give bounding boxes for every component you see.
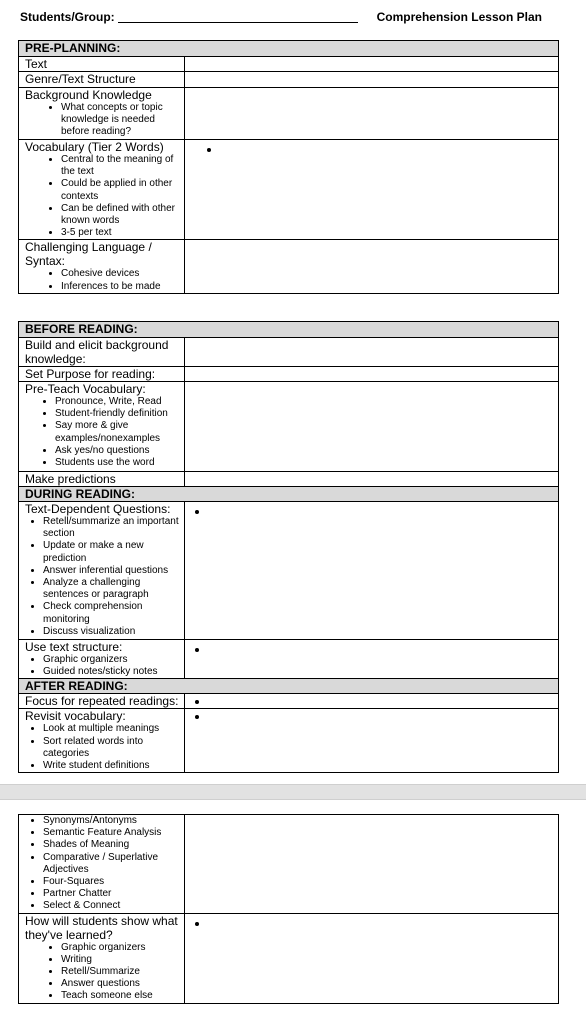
table-row xyxy=(19,338,559,367)
row-label-text-structure: Use text structure: xyxy=(25,640,123,654)
list-item: • Analyze a challenging sentences or paragraph xyxy=(43,577,184,601)
text-entry-cell[interactable] xyxy=(185,57,559,72)
table-row xyxy=(19,57,559,72)
list-item: • Answer inferential questions xyxy=(43,565,184,577)
reading-table xyxy=(18,321,559,773)
list-item: • Comparative / Superlative Adjectives xyxy=(43,852,184,876)
make-predictions-entry-cell[interactable] xyxy=(185,472,559,487)
row-label-preteach-vocabulary: Pre-Teach Vocabulary: xyxy=(25,382,146,396)
list-item: • Graphic organizers xyxy=(43,654,184,666)
revisit-vocabulary-cell xyxy=(19,709,185,773)
students-group-label: Students/Group: xyxy=(20,10,115,24)
vocabulary-entry-cell[interactable] xyxy=(185,140,559,240)
genre-entry-cell[interactable] xyxy=(185,72,559,88)
list-item: • Discuss visualization xyxy=(43,626,184,638)
row-label-show-learned: How will students show what they've learned? xyxy=(25,913,178,942)
row-label-genre: Genre/Text Structure xyxy=(19,72,185,88)
table-row xyxy=(19,694,559,709)
row-label-text: Text xyxy=(19,57,185,72)
list-item: • Look at multiple meanings xyxy=(43,723,184,735)
list-item: • What concepts or topic knowledge is needed before reading? xyxy=(61,102,184,139)
list-item: • Student-friendly definition xyxy=(55,408,184,420)
list-item: • Could be applied in other contexts xyxy=(61,178,184,202)
row-label-make-predictions: Make predictions xyxy=(19,472,185,487)
set-purpose-entry-cell[interactable] xyxy=(185,367,559,382)
page-break xyxy=(0,784,586,800)
list-item: • Write student definitions xyxy=(43,760,184,772)
table-row xyxy=(19,367,559,382)
students-group-blank[interactable] xyxy=(118,22,358,23)
list-item: • Retell/Summarize xyxy=(61,966,184,978)
table-row xyxy=(19,640,559,679)
list-item: • Cohesive devices xyxy=(61,268,184,280)
vocabulary-strategies-cell xyxy=(19,815,185,914)
repeated-readings-entry-cell[interactable] xyxy=(185,694,559,709)
after-reading-heading: AFTER READING: xyxy=(19,679,559,694)
vocabulary-strategies-entry-cell[interactable] xyxy=(185,815,559,914)
list-item: • Semantic Feature Analysis xyxy=(43,827,184,839)
list-item: • Inferences to be made xyxy=(61,281,184,293)
preteach-vocabulary-entry-cell[interactable] xyxy=(185,382,559,472)
table-row xyxy=(19,140,559,240)
row-label-challenging-language: Challenging Language / Syntax: xyxy=(25,240,152,269)
list-item: • Answer questions xyxy=(61,978,184,990)
list-item: • Central to the meaning of the text xyxy=(61,154,184,178)
text-structure-entry-cell[interactable] xyxy=(185,640,559,679)
table-row xyxy=(19,815,559,914)
list-item: • 3-5 per text xyxy=(61,227,184,239)
table-row xyxy=(19,502,559,640)
list-item: • Ask yes/no questions xyxy=(55,445,184,457)
text-dependent-questions-entry-cell[interactable] xyxy=(185,502,559,640)
list-item: • Four-Squares xyxy=(43,876,184,888)
background-knowledge-cell xyxy=(19,88,185,140)
challenging-language-entry-cell[interactable] xyxy=(185,240,559,293)
list-item: • Say more & give examples/nonexamples xyxy=(55,420,184,444)
table-row xyxy=(19,240,559,293)
list-item: • Synonyms/Antonyms xyxy=(43,815,184,827)
show-learned-entry-cell[interactable] xyxy=(185,913,559,1003)
table-row xyxy=(19,709,559,773)
list-item: • Guided notes/sticky notes xyxy=(43,666,184,678)
list-item: • Teach someone else xyxy=(61,990,184,1002)
table-row xyxy=(19,72,559,88)
preplanning-heading: PRE-PLANNING: xyxy=(19,41,559,57)
list-item: • Update or make a new prediction xyxy=(43,540,184,564)
text-dependent-questions-cell xyxy=(19,502,185,640)
list-item: • Pronounce, Write, Read xyxy=(55,396,184,408)
preplanning-table xyxy=(18,40,559,294)
vocabulary-cell xyxy=(19,140,185,240)
row-label-text-dependent-questions: Text-Dependent Questions: xyxy=(25,502,171,516)
table-row xyxy=(19,913,559,1003)
before-reading-heading-row xyxy=(19,322,559,338)
empty-bullet xyxy=(209,709,558,723)
empty-bullet xyxy=(209,916,558,930)
table-row xyxy=(19,88,559,140)
after-reading-heading-row xyxy=(19,679,559,694)
row-label-repeated-readings: Focus for repeated readings: xyxy=(19,694,185,709)
list-item: • Select & Connect xyxy=(43,900,184,912)
during-reading-heading: DURING READING: xyxy=(19,487,559,502)
row-label-build-background: Build and elicit background knowledge: xyxy=(19,338,185,367)
list-item: • Graphic organizers xyxy=(61,942,184,954)
row-label-vocabulary: Vocabulary (Tier 2 Words) xyxy=(25,140,164,154)
row-label-revisit-vocabulary: Revisit vocabulary: xyxy=(25,709,126,724)
document-title: Comprehension Lesson Plan xyxy=(376,10,542,24)
build-background-entry-cell[interactable] xyxy=(185,338,559,367)
empty-bullet xyxy=(209,694,558,708)
list-item: • Shades of Meaning xyxy=(43,839,184,851)
revisit-vocabulary-entry-cell[interactable] xyxy=(185,709,559,773)
empty-bullet xyxy=(209,642,558,656)
empty-bullet xyxy=(209,504,558,518)
preplanning-heading-row xyxy=(19,41,559,57)
show-learned-cell xyxy=(19,913,185,1003)
list-item: • Can be defined with other known words xyxy=(61,203,184,227)
list-item: • Retell/summarize an important section xyxy=(43,516,184,540)
table-row xyxy=(19,472,559,487)
row-label-background: Background Knowledge xyxy=(25,88,152,102)
list-item: • Sort related words into categories xyxy=(43,736,184,760)
text-structure-cell xyxy=(19,640,185,679)
challenging-language-cell xyxy=(19,240,185,293)
before-reading-heading: BEFORE READING: xyxy=(19,322,559,338)
page-header xyxy=(20,8,560,28)
empty-bullet xyxy=(221,142,558,156)
during-reading-heading-row xyxy=(19,487,559,502)
page2-table xyxy=(18,814,559,1004)
list-item: • Check comprehension monitoring xyxy=(43,601,184,625)
list-item: • Students use the word xyxy=(55,457,184,469)
table-row xyxy=(19,382,559,472)
row-label-set-purpose: Set Purpose for reading: xyxy=(19,367,185,382)
background-entry-cell[interactable] xyxy=(185,88,559,140)
list-item: • Partner Chatter xyxy=(43,888,184,900)
preteach-vocabulary-cell xyxy=(19,382,185,472)
list-item: • Writing xyxy=(61,954,184,966)
